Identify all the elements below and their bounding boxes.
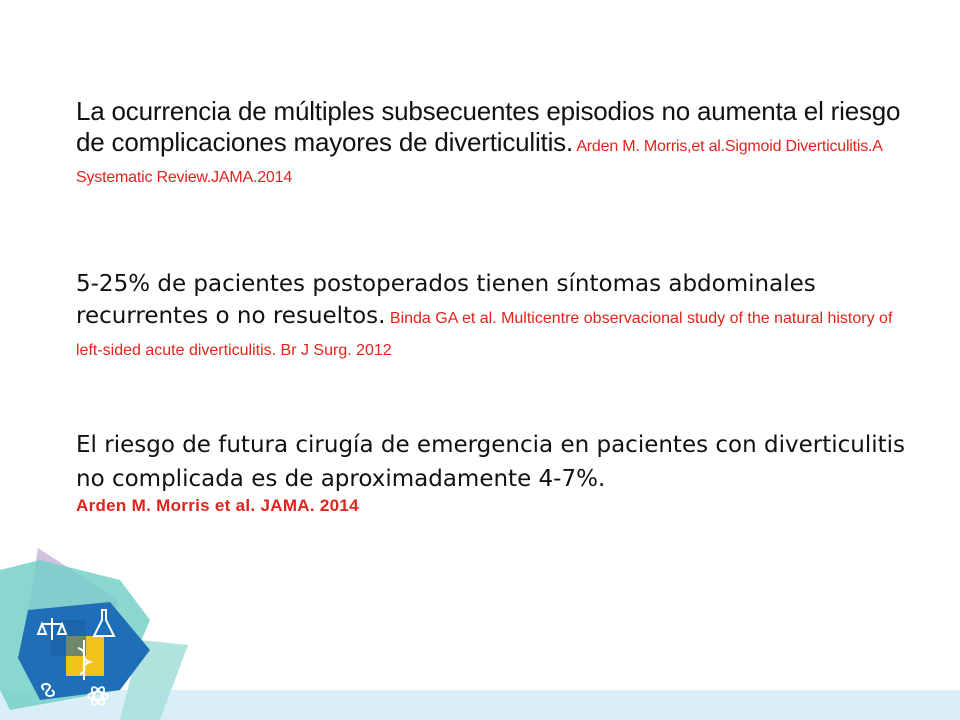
paragraph-2-text: 5-25% de pacientes postoperados tienen síntomas abdominales recurrentes o no resueltos. (76, 271, 816, 329)
paragraph-1 (76, 96, 906, 189)
paragraph-3 (76, 428, 906, 516)
logo-inner-square (50, 620, 86, 656)
logo (0, 540, 190, 720)
paragraph-3-reference: Arden M. Morris et al. JAMA. 2014 (76, 496, 359, 515)
paragraph-1-reference: Arden M. Morris,et al.Sigmoid Diverticulitis.A Systematic Review.JAMA.2014 (76, 138, 882, 186)
paragraph-1-text: La ocurrencia de múltiples subsecuentes episodios no aumenta el riesgo de complicaciones mayores de diverticulitis. (76, 96, 901, 157)
paragraph-2 (76, 268, 906, 364)
paragraph-2-reference: Binda GA et al. Multicentre observacional study of the natural history of left-sided acute diverticulitis. Br J Surg. 2012 (76, 310, 893, 359)
paragraph-3-text: El riesgo de futura cirugía de emergencia en pacientes con diverticulitis no complicada es de aproximadamente 4-7%. (76, 432, 906, 492)
